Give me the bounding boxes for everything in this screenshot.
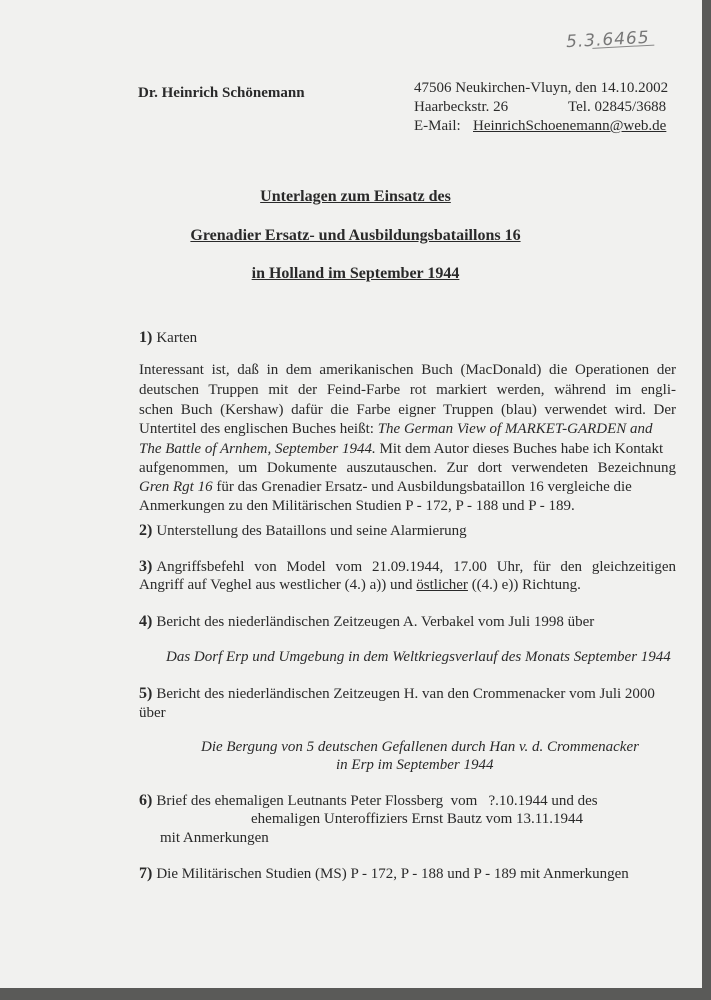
section-6-line-3: mit Anmerkungen [160, 830, 269, 846]
place-date: 47506 Neukirchen-Vluyn, den 14.10.2002 [414, 80, 669, 96]
section-3-line-1: 3) Angriffsbefehl von Model vom 21.09.1944, 17.00 Uhr, für den gleichzeitigen [139, 558, 676, 575]
section-5-quote-1: Die Bergung von 5 deutschen Gefallenen durch Han v. d. Crommenacker [201, 739, 639, 755]
street: Haarbeckstr. 26 [414, 99, 509, 115]
title-line-2: Grenadier Ersatz- und Ausbildungsbataillons 16 [190, 227, 521, 244]
section-5-line-2: über [139, 705, 166, 721]
section-6-line-1: 6) Brief des ehemaligen Leutnants Peter Flossberg vom ?.10.1944 und des [139, 792, 598, 809]
section-6-line-2: ehemaligen Unteroffiziers Ernst Bautz vom 13.11.1944 [251, 811, 583, 827]
section-7: 7) Die Militärischen Studien (MS) P - 172, P - 188 und P - 189 mit Anmerkungen [139, 865, 629, 882]
title-line-1: Unterlagen zum Einsatz des [260, 188, 451, 205]
document-page: 5.3.6465 Dr. Heinrich Schönemann 47506 Neukirchen-Vluyn, den 14.10.2002 Haarbeckstr. 26 Tel. 02845/3688 E-Mail: HeinrichSchoenemann@web.de Unterlagen zum Einsatz des Grenadier Ersatz- und Ausbildungsbataillons 16 in Holland im September 1944 1) Karten Interessant ist, daß in dem amerikanischen Buch (MacDonald) die Operationen der deutschen Truppen mit der Feind-Farbe rot markiert werden, während im engli- schen Buch (Kershaw) dafür die Farbe eigner Truppen (blau) verwendet wird. Der Untertitel des englischen Buches heißt: The German View of MARKET-GARDEN and The Battle of Arnhem, September 1944. Mit dem Autor dieses Buches habe ich Kontakt aufgenommen, um Dokumente auszutauschen. Zur dort verwendeten Bezeichnung Gren Rgt 16 für das Grenadier Ersatz- und Ausbildungsbataillon 16 vergleiche die Anmerkungen zu den Militärischen Studien P - 172, P - 188 und P - 189. 2) Unterstellung des Bataillons und seine Alarmierung 3) Angriffsbefehl von Model vom 21.09.1944, 17.00 Uhr, für den gleichzeitigen Angriff auf Veghel aus westlicher (4.) a)) und östlicher ((4.) e)) Richtung. 4) Bericht des niederländischen Zeitzeugen A. Verbakel vom Juli 1998 über Das Dorf Erp und Umgebung in dem Weltkriegsverlauf des Monats September 1944 5) Bericht des niederländischen Zeitzeugen H. van den Crommenacker vom Juli 2000 über Die Bergung von 5 deutschen Gefallenen durch Han v. d. Crommenacker in Erp im September 1944 6) Brief des ehemaligen Leutnants Peter Flossberg vom ?.10.1944 und des ehemaligen Unteroffiziers Ernst Bautz vom 13.11.1944 mit Anmerkungen 7) Die Militärischen Studien (MS) P - 172, P - 188 und P - 189 mit Anmerkungen [0, 0, 702, 988]
title-line-3: in Holland im September 1944 [251, 265, 460, 282]
section-1-heading: 1) Karten [139, 329, 198, 346]
section-4: 4) Bericht des niederländischen Zeitzeugen A. Verbakel vom Juli 1998 über [139, 613, 595, 630]
section-3-line-2: Angriff auf Veghel aus westlicher (4.) a)) und östlicher ((4.) e)) Richtung. [139, 577, 581, 593]
email-link[interactable]: HeinrichSchoenemann@web.de [473, 118, 667, 134]
section-2: 2) Unterstellung des Bataillons und seine Alarmierung [139, 522, 467, 539]
phone: Tel. 02845/3688 [568, 99, 667, 115]
email-label: E-Mail: [414, 118, 461, 134]
section-5-line-1: 5) Bericht des niederländischen Zeitzeugen H. van den Crommenacker vom Juli 2000 [139, 685, 655, 702]
section-4-quote: Das Dorf Erp und Umgebung in dem Weltkriegsverlauf des Monats September 1944 [166, 649, 671, 665]
archive-number-handwritten: 5.3.6465 [565, 27, 651, 53]
section-5-quote-2: in Erp im September 1944 [336, 757, 494, 773]
sender-name: Dr. Heinrich Schönemann [138, 85, 305, 101]
